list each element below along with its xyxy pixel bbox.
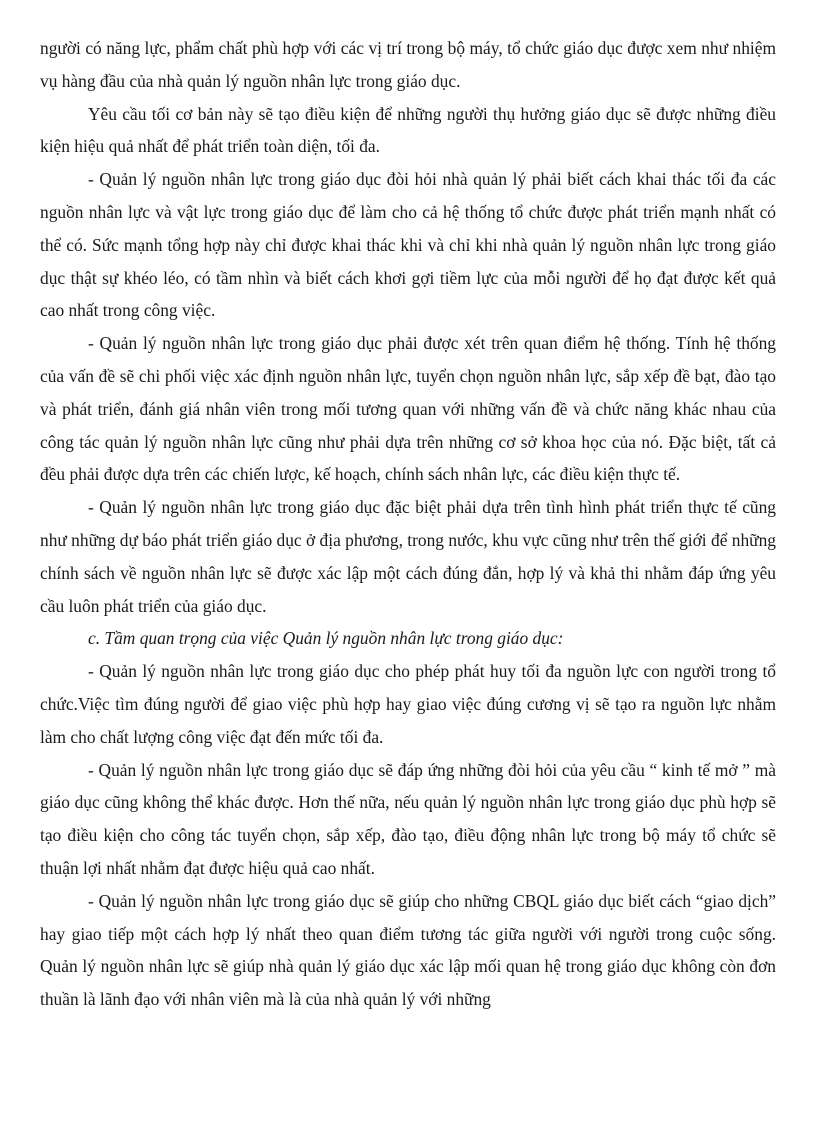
paragraph-system-view: - Quản lý nguồn nhân lực trong giáo dục phải được xét trên quan điểm hệ thống. Tính hệ thống của vấn đề sẽ chi phối việc xác định nguồn nhân lực, tuyển chọn nguồn nhân lực, sắp xếp đề bạt, đào tạo và phát triển, đánh giá nhân viên trong mối tương quan với những vấn đề và chức năng khác nhau của công tác quản lý nguồn nhân lực cũng như phải dựa trên những cơ sở khoa học của nó. Đặc biệt, tất cả đều phải được dựa trên các chiến lược, kế hoạch, chính sách nhân lực, các điều kiện thực tế. <box>40 333 776 485</box>
paragraph-continuation: người có năng lực, phẩm chất phù hợp với các vị trí trong bộ máy, tổ chức giáo dục được xem như nhiệm vụ hàng đầu của nhà quản lý nguồn nhân lực trong giáo dục. <box>40 38 776 91</box>
paragraph-exploit-resources: - Quản lý nguồn nhân lực trong giáo dục đòi hỏi nhà quản lý phải biết cách khai thác tối đa các nguồn nhân lực và vật lực trong giáo dục để làm cho cả hệ thống tổ chức được phát triển mạnh nhất có thể có. Sức mạnh tổng hợp này chỉ được khai thác khi và chỉ khi nhà quản lý nguồn nhân lực trong giáo dục thật sự khéo léo, có tầm nhìn và biết cách khơi gợi tiềm lực của mỗi người để họ đạt được kết quả cao nhất trong công việc. <box>40 169 776 321</box>
paragraph-communication: - Quản lý nguồn nhân lực trong giáo dục sẽ giúp cho những CBQL giáo dục biết cách “giao dịch” hay giao tiếp một cách hợp lý nhất theo quan điểm tương tác giữa người với người trong cuộc sống. Quản lý nguồn nhân lực sẽ giúp nhà quản lý giáo dục xác lập mối quan hệ trong giáo dục không còn đơn thuần là lãnh đạo với nhân viên mà là của nhà quản lý với những <box>40 890 776 1010</box>
section-heading-importance: c. Tầm quan trọng của việc Quản lý nguồn nhân lực trong giáo dục: <box>88 628 564 649</box>
paragraph-open-economy: - Quản lý nguồn nhân lực trong giáo dục sẽ đáp ứng những đòi hỏi của yêu cầu “ kinh tế mở ” mà giáo dục cũng không thể khác được. Hơn thế nữa, nếu quản lý nguồn nhân lực trong giáo dục phù hợp sẽ tạo điều kiện cho công tác tuyển chọn, sắp xếp, đào tạo, điều động nhân lực trong bộ máy tổ chức sẽ thuận lợi nhất nhằm đạt được hiệu quả cao nhất. <box>40 759 776 878</box>
paragraph-human-resource: - Quản lý nguồn nhân lực trong giáo dục cho phép phát huy tối đa nguồn lực con người trong tổ chức.Việc tìm đúng người để giao việc phù hợp hay giao việc đúng cương vị sẽ tạo ra nguồn lực nhằm làm cho chất lượng công việc đạt đến mức tối đa. <box>40 661 776 747</box>
paragraph-development-forecast: - Quản lý nguồn nhân lực trong giáo dục đặc biệt phải dựa trên tình hình phát triển thực tế cũng như những dự báo phát triển giáo dục ở địa phương, trong nước, khu vực cũng như trên thế giới để những chính sách về nguồn nhân lực sẽ được xác lập một cách đúng đắn, hợp lý và khả thi nhằm đáp ứng yêu cầu luôn phát triển của giáo dục. <box>40 497 776 616</box>
paragraph-basic-requirement: Yêu cầu tối cơ bản này sẽ tạo điều kiện để những người thụ hưởng giáo dục sẽ được những điều kiện hiệu quả nhất để phát triển toàn diện, tối đa. <box>40 103 776 157</box>
